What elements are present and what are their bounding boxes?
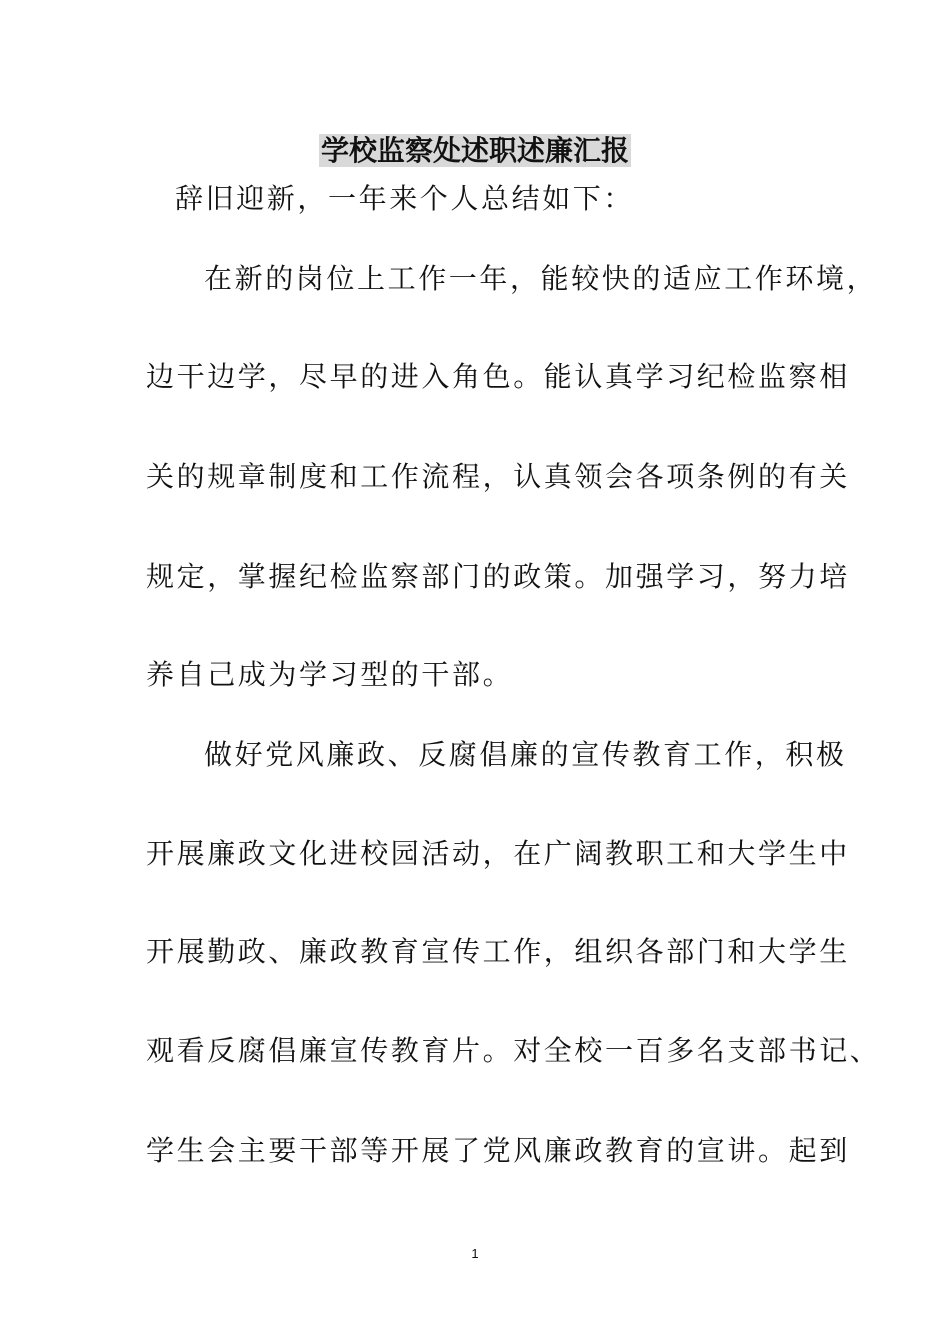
text-line-5: 规定，掌握纪检监察部门的政策。加强学习，努力培	[146, 560, 850, 593]
text-line-9: 开展勤政、廉政教育宣传工作，组织各部门和大学生	[146, 935, 850, 968]
text-line-11: 学生会主要干部等开展了党风廉政教育的宣讲。起到	[146, 1134, 850, 1167]
document-title-text: 学校监察处述职述廉汇报	[320, 134, 629, 167]
text-line-4: 关的规章制度和工作流程，认真领会各项条例的有关	[146, 460, 850, 493]
text-line-6: 养自己成为学习型的干部。	[146, 658, 514, 691]
text-line-8: 开展廉政文化进校园活动，在广阔教职工和大学生中	[146, 837, 850, 870]
page-number: 1	[471, 1246, 479, 1261]
text-line-1: 辞旧迎新，一年来个人总结如下：	[175, 182, 635, 215]
document-title	[0, 131, 950, 171]
text-line-2: 在新的岗位上工作一年，能较快的适应工作环境，	[204, 262, 878, 295]
text-line-3: 边干边学，尽早的进入角色。能认真学习纪检监察相	[146, 360, 850, 393]
text-line-7: 做好党风廉政、反腐倡廉的宣传教育工作，积极	[204, 738, 847, 771]
text-line-10: 观看反腐倡廉宣传教育片。对全校一百多名支部书记、	[146, 1034, 881, 1067]
